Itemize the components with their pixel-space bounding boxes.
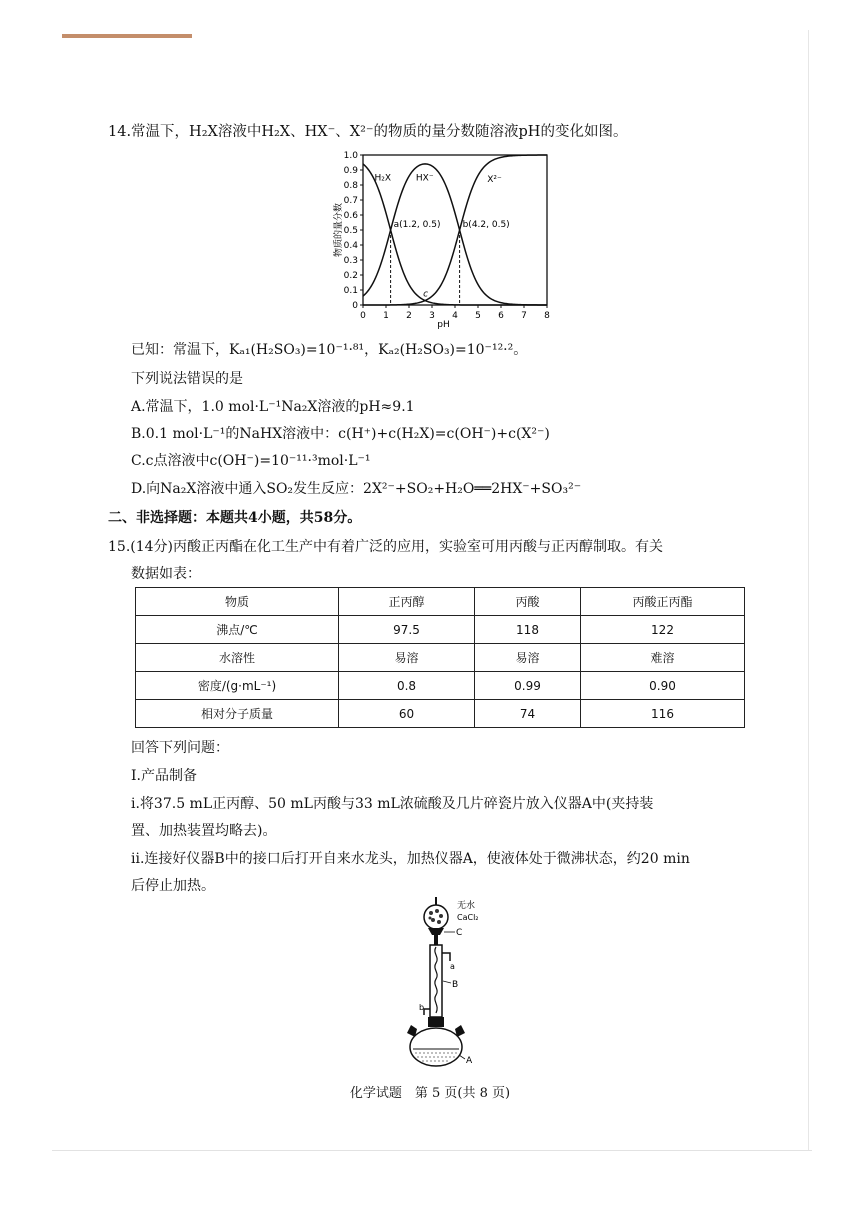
y-axis-label: 物质的量分数 xyxy=(334,202,344,258)
drying-tube xyxy=(424,897,448,945)
series-label: H₂X xyxy=(374,173,392,184)
top-edge-mark xyxy=(62,34,192,38)
y-tick-label: 0.1 xyxy=(343,286,358,296)
series-label: X²⁻ xyxy=(487,175,502,185)
label-drying-agent: 无水 xyxy=(457,901,476,911)
table-row xyxy=(136,672,745,700)
table-row xyxy=(136,616,745,644)
y-tick-label: 0.4 xyxy=(343,241,358,251)
page-edge-right xyxy=(808,30,809,1150)
table-cell: 74 xyxy=(475,700,581,728)
y-tick-label: 0.7 xyxy=(343,196,358,206)
x-tick-label: 3 xyxy=(429,311,435,321)
x-tick-label: 5 xyxy=(475,311,481,321)
table-row xyxy=(136,644,745,672)
label-flask-a: A xyxy=(466,1056,473,1066)
annotation-label: a(1.2, 0.5) xyxy=(393,220,441,230)
x-tick-label: 0 xyxy=(360,311,366,321)
table-cell: 0.8 xyxy=(339,672,475,700)
q14-known: 已知：常温下，Kₐ₁(H₂SO₃)=10⁻¹·⁸¹，Kₐ₂(H₂SO₃)=10⁻¹²·²。 xyxy=(131,342,528,358)
q15-stem-2: 数据如表： xyxy=(131,566,201,582)
y-tick-label: 0.6 xyxy=(343,211,358,221)
table-header-cell: 丙酸正丙酯 xyxy=(581,588,745,616)
y-tick-label: 0.3 xyxy=(343,256,358,266)
label-port-a: a xyxy=(450,962,455,971)
x-tick-label: 6 xyxy=(498,311,504,321)
series-label: HX⁻ xyxy=(415,173,434,184)
reflux-apparatus xyxy=(395,895,505,1067)
q15-stem-1: 15.(14分)丙酸正丙酯在化工生产中有着广泛的应用，实验室可用丙酸与正丙醇制取。有关 xyxy=(108,539,664,555)
x-tick-label: 8 xyxy=(544,311,550,321)
step-ii-line-2: 后停止加热。 xyxy=(131,878,215,894)
step-i-line-2: 置、加热装置均略去)。 xyxy=(131,823,277,839)
table-cell: 相对分子质量 xyxy=(136,700,339,728)
table-cell: 116 xyxy=(581,700,745,728)
chart-plot xyxy=(332,151,550,330)
option-a: A.常温下，1.0 mol·L⁻¹Na₂X溶液的pH≈9.1 xyxy=(131,399,415,415)
option-c: C.c点溶液中c(OH⁻)=10⁻¹¹·³mol·L⁻¹ xyxy=(131,453,371,469)
option-d: D.向Na₂X溶液中通入SO₂发生反应：2X²⁻+SO₂+H₂O══2HX⁻+SO₃²⁻ xyxy=(131,481,582,497)
table-row xyxy=(136,700,745,728)
q14-ask: 下列说法错误的是 xyxy=(131,371,243,387)
table-cell: 水溶性 xyxy=(136,644,339,672)
table-cell: 0.90 xyxy=(581,672,745,700)
y-tick-label: 0 xyxy=(352,301,358,311)
distribution-chart xyxy=(330,148,560,330)
table-cell: 97.5 xyxy=(339,616,475,644)
x-tick-label: 7 xyxy=(521,311,527,321)
q14-stem: 14.常温下，H₂X溶液中H₂X、HX⁻、X²⁻的物质的量分数随溶液pH的变化如图。 xyxy=(108,124,628,140)
y-tick-label: 0.9 xyxy=(343,166,358,176)
x-tick-label: 1 xyxy=(383,311,389,321)
step-i-line-1: i.将37.5 mL正丙醇、50 mL丙酸与33 mL浓硫酸及几片碎瓷片放入仪器A中(夹持装 xyxy=(131,796,654,812)
label-drying-agent-2: CaCl₂ xyxy=(457,913,479,922)
page-edge-bottom xyxy=(52,1150,812,1151)
x-tick-label: 4 xyxy=(452,311,458,321)
table-cell: 60 xyxy=(339,700,475,728)
label-b: B xyxy=(452,980,459,990)
y-tick-label: 0.2 xyxy=(343,271,358,281)
table-header-cell: 丙酸 xyxy=(475,588,581,616)
table-cell: 难溶 xyxy=(581,644,745,672)
page-footer: 化学试题 第 5 页(共 8 页) xyxy=(349,1086,511,1101)
table-cell: 122 xyxy=(581,616,745,644)
three-neck-flask xyxy=(407,1017,465,1066)
step-ii-line-1: ii.连接好仪器B中的接口后打开自来水龙头，加热仪器A，使液体处于微沸状态，约20 min xyxy=(131,851,690,867)
series-line-0 xyxy=(363,164,547,305)
x-axis-label: pH xyxy=(437,320,450,330)
series-line-1 xyxy=(363,164,547,305)
x-tick-label: 2 xyxy=(406,311,412,321)
table-cell: 118 xyxy=(475,616,581,644)
q15-answer-prompt: 回答下列问题： xyxy=(131,740,229,756)
data-table xyxy=(135,587,745,728)
section-2-heading: 二、非选择题：本题共4小题，共58分。 xyxy=(108,510,362,526)
table-cell: 密度/(g·mL⁻¹) xyxy=(136,672,339,700)
y-tick-label: 0.5 xyxy=(343,226,358,236)
label-port-b: b xyxy=(419,1003,425,1012)
option-b: B.0.1 mol·L⁻¹的NaHX溶液中：c(H⁺)+c(H₂X)=c(OH⁻)+c(X²⁻) xyxy=(131,426,550,442)
annotation-label: b(4.2, 0.5) xyxy=(462,220,510,230)
condenser xyxy=(424,945,450,1017)
part1-title: Ⅰ.产品制备 xyxy=(131,768,197,784)
annotation-label: c xyxy=(423,289,429,300)
y-tick-label: 1.0 xyxy=(343,151,358,161)
table-cell: 沸点/℃ xyxy=(136,616,339,644)
table-cell: 0.99 xyxy=(475,672,581,700)
label-c: C xyxy=(456,928,463,938)
table-cell: 易溶 xyxy=(339,644,475,672)
y-tick-label: 0.8 xyxy=(343,181,358,191)
table-header-row xyxy=(136,588,745,616)
table-header-cell: 正丙醇 xyxy=(339,588,475,616)
table-cell: 易溶 xyxy=(475,644,581,672)
table-header-cell: 物质 xyxy=(136,588,339,616)
